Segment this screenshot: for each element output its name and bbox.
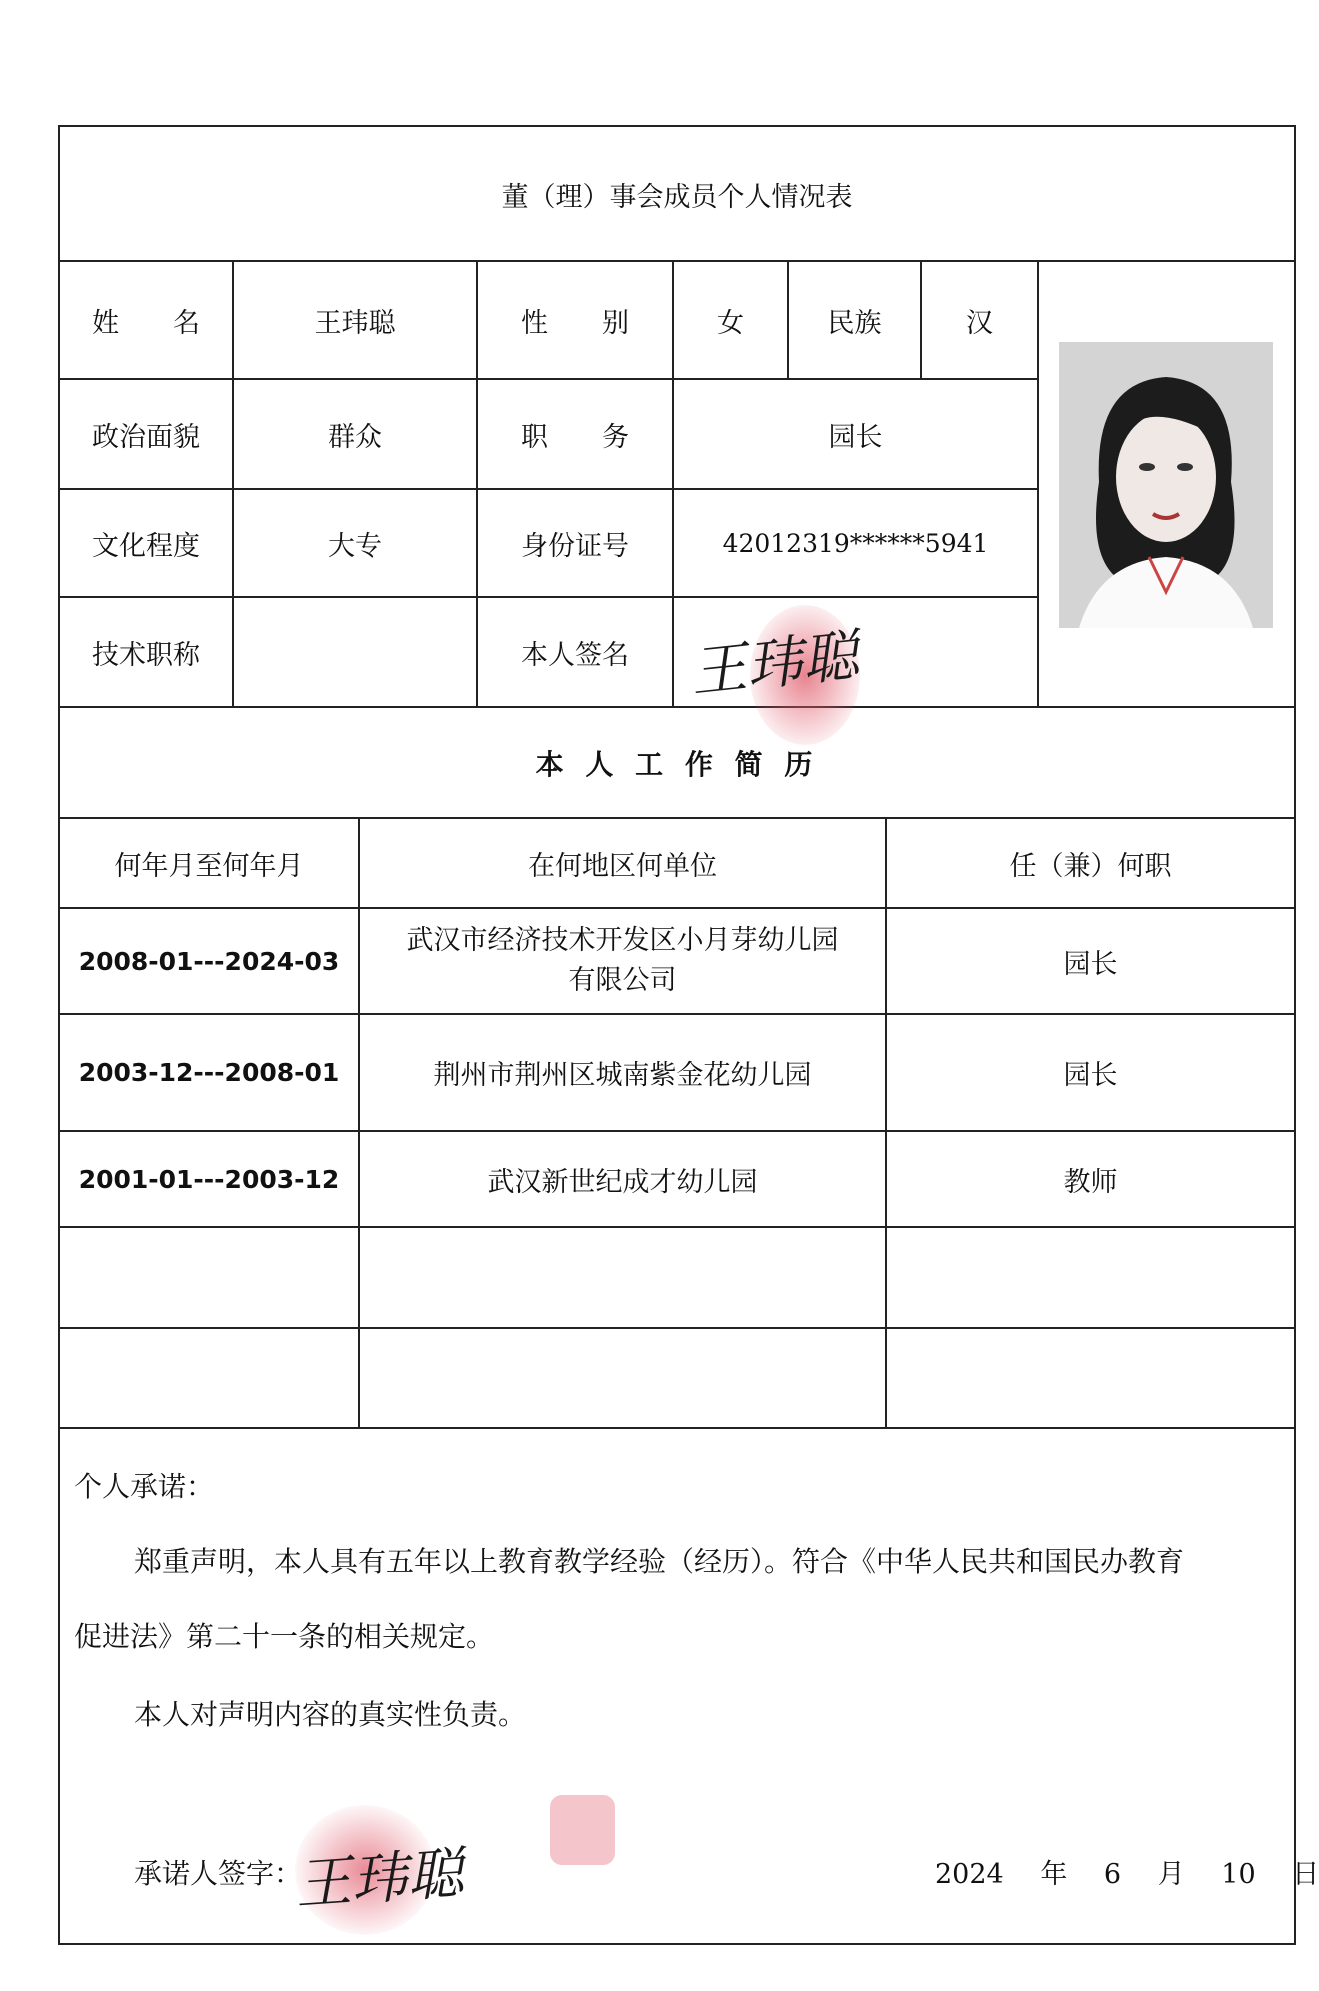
signature-handwriting: 王玮聪	[687, 623, 862, 706]
pledge-line-3: 本人对声明内容的真实性负责。	[134, 1698, 527, 1731]
work-row-3-role: 教师	[1063, 1166, 1118, 1198]
work-row-5-organization	[360, 1329, 885, 1427]
header-role: 任（兼）何职	[1009, 850, 1172, 882]
id-label: 身份证号	[521, 530, 629, 562]
gender-value: 女	[717, 307, 744, 339]
work-row-4-role	[887, 1228, 1294, 1327]
work-row-2-organization: 荆州市荆州区城南紫金花幼儿园	[433, 1060, 812, 1091]
tech-title-label: 技术职称	[92, 639, 200, 671]
work-row-5-period	[60, 1329, 358, 1427]
political-value: 群众	[328, 421, 382, 453]
position-label: 职 务	[521, 421, 629, 453]
date-year-unit: 年	[1040, 1859, 1068, 1890]
pledge-heading: 个人承诺：	[74, 1470, 215, 1503]
date-day-unit: 日	[1292, 1859, 1319, 1890]
form-title: 董（理）事会成员个人情况表	[501, 181, 853, 213]
work-row-1-org-line1: 武汉市经济技术开发区小月芽幼儿园	[406, 925, 839, 956]
education-label: 文化程度	[92, 530, 200, 562]
date-month: 6	[1103, 1859, 1122, 1890]
work-row-3-organization: 武汉新世纪成才幼儿园	[487, 1166, 758, 1198]
political-label: 政治面貌	[92, 421, 200, 453]
pledge-line-1: 郑重声明，本人具有五年以上教育教学经验（经历）。符合《中华人民共和国民办教育	[134, 1545, 1185, 1578]
pledge-seal-right	[545, 1790, 620, 1870]
work-row-2-role: 园长	[1063, 1060, 1118, 1091]
work-row-4-period	[60, 1228, 358, 1327]
work-row-5-role	[887, 1329, 1294, 1427]
pledge-signature-handwriting: 王玮聪	[293, 1841, 466, 1918]
signature-label: 本人签名	[521, 639, 629, 671]
work-row-2-period: 2003-12---2008-01	[78, 1058, 340, 1087]
ethnicity-value: 汉	[966, 307, 993, 339]
education-value: 大专	[328, 530, 382, 562]
date-line	[935, 1852, 1319, 1891]
portrait-photo	[1059, 342, 1273, 628]
work-row-1-organization	[360, 909, 885, 1013]
header-organization: 在何地区何单位	[528, 850, 717, 882]
work-row-1-org-line2: 有限公司	[568, 965, 677, 996]
work-row-1-period: 2008-01---2024-03	[78, 946, 340, 976]
date-year: 2024	[935, 1859, 1004, 1890]
position-value: 园长	[828, 421, 883, 453]
ethnicity-label: 民族	[827, 307, 882, 339]
work-row-4-organization	[360, 1228, 885, 1327]
gender-label: 性 别	[521, 307, 629, 339]
name-label: 姓 名	[92, 307, 200, 339]
tech-title-value	[234, 598, 476, 706]
pledge-signer-label: 承诺人签字：	[134, 1857, 303, 1890]
work-row-1-role: 园长	[1063, 948, 1118, 980]
id-value: 42012319******5941	[722, 528, 989, 558]
name-value: 王玮聪	[314, 307, 396, 339]
date-month-unit: 月	[1157, 1859, 1185, 1890]
work-row-3-period: 2001-01---2003-12	[78, 1164, 340, 1194]
work-history-heading: 本 人 工 作 简 历	[535, 747, 819, 781]
pledge-line-2: 促进法》第二十一条的相关规定。	[74, 1620, 495, 1653]
date-day: 10	[1221, 1859, 1256, 1890]
header-period: 何年月至何年月	[114, 850, 304, 882]
